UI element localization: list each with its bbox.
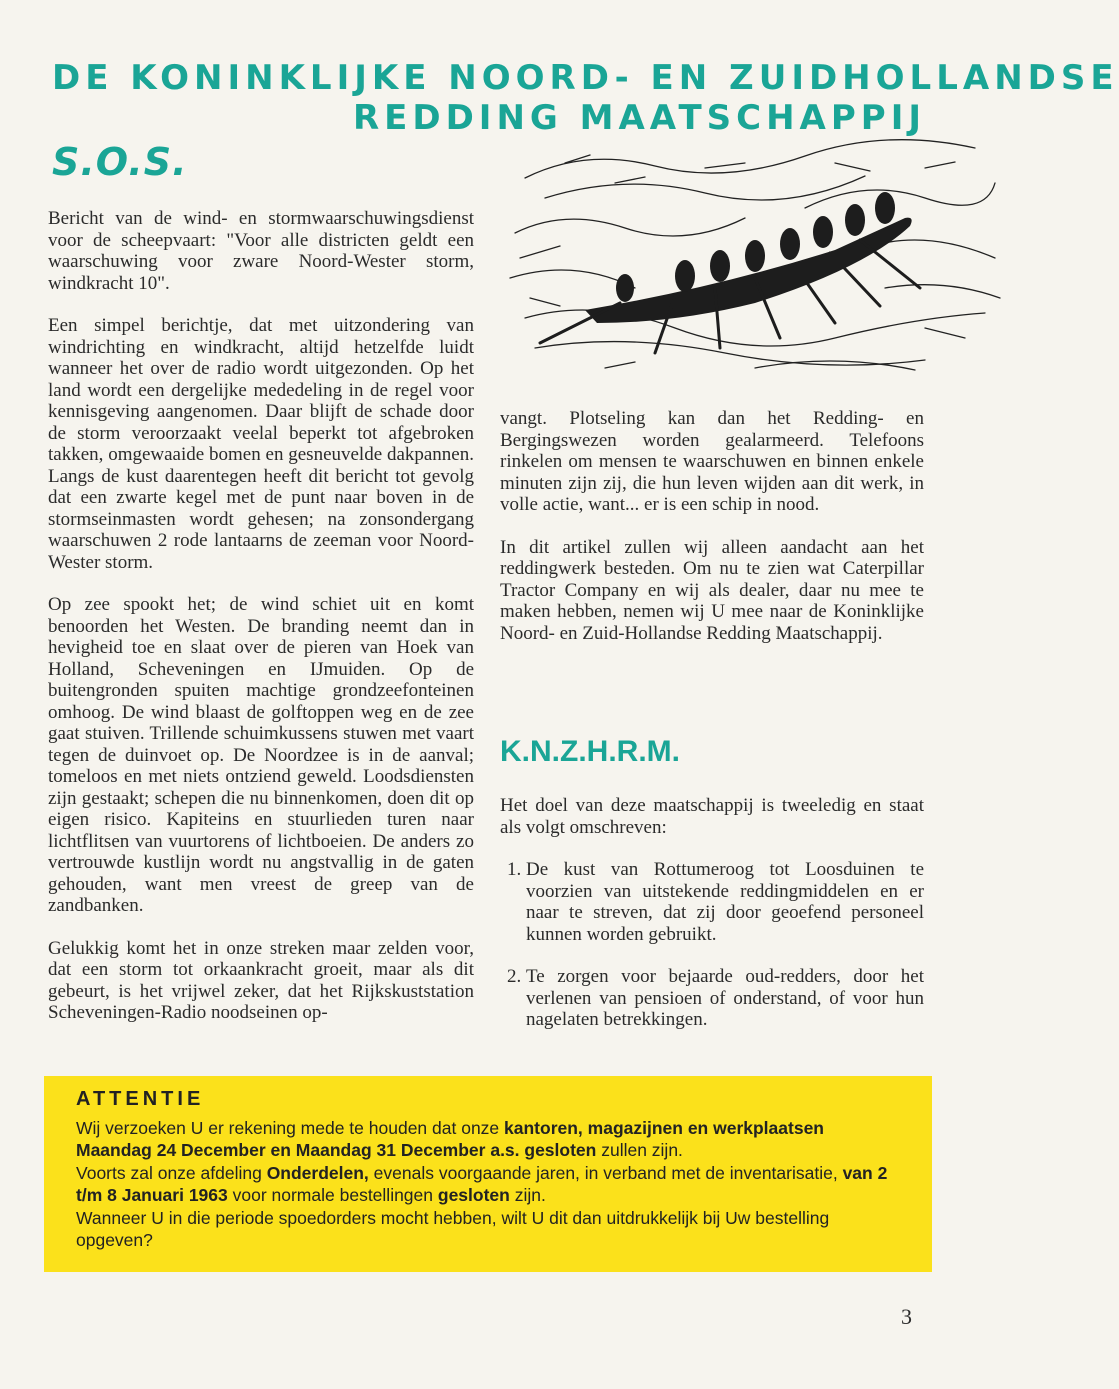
paragraph: Op zee spookt het; de wind schiet uit en komt benoorden het Westen. De branding neemt dan in hevigheid toe en slaat over de pieren van Hoek van Holland, Scheveningen en IJmuiden. Op de buitengronden spuiten machtige grondzeefonteinen omhoog. De wind blaast de golftoppen weg en de zee gaat stuiven. Trillende schuimkussens stuwen met vaart tegen de duinvoet op. De Noordzee is in de aanval; tomeloos en met niets ontziend geweld. Loodsdiensten zijn gestaakt; schepen die nu binnenkomen, doen dit op eigen risico. Kapiteins en stuurlieden turen naar lichtflitsen van vuurtorens of lichtboeien. De anders zo vertrouwde kustlijn wordt nu angstvallig in de gaten gehouden, want men vreest de greep van de zandbanken.: [48, 594, 474, 916]
paragraph: Bericht van de wind- en stormwaarschuwingsdienst voor de scheepvaart: "Voor alle districten geldt een waarschuwing voor zware Noord-Wester storm, windkracht 10".: [48, 208, 474, 294]
attention-notice: [44, 1076, 932, 1272]
page-number: 3: [901, 1304, 912, 1329]
section-heading: K.N.Z.H.R.M.: [500, 735, 680, 768]
left-column: [48, 208, 474, 1045]
paragraph: Gelukkig komt het in onze streken maar zelden voor, dat een storm tot orkaankracht groeit, maar als dit gebeurt, is het vrijwel zeker, dat het Rijkskuststation Scheveningen-Radio noodseinen op-: [48, 937, 474, 1023]
title-line-1: DE KONINKLIJKE NOORD- EN ZUIDHOLLANDSE: [52, 58, 1119, 98]
lifeboat-rowing-illustration: [505, 138, 1000, 378]
title-line-2: REDDING MAATSCHAPPIJ: [352, 98, 926, 138]
right-column-continued: [500, 795, 924, 1052]
intro-paragraph: Het doel van deze maatschappij is tweeledig en staat als volgt omschreven:: [500, 795, 924, 838]
notice-line: Wij verzoeken U er rekening mede te houden dat onze kantoren, magazijnen en werkplaatsen Maandag 24 December en Maandag 31 December a.s. gesloten zullen zijn.: [76, 1117, 824, 1160]
notice-title: ATTENTIE: [76, 1088, 205, 1110]
goals-list: [500, 859, 924, 1031]
list-item: 2. Te zorgen voor bejaarde oud-redders, door het verlenen van pensioen of onderstand, of voor hun nagelaten betrekkingen.: [526, 966, 924, 1031]
sos-heading: S.O.S.: [52, 140, 188, 184]
notice-line: Voorts zal onze afdeling Onderdelen, evenals voorgaande jaren, in verband met de inventarisatie, van 2 t/m 8 Januari 1963 voor normale bestellingen gesloten zijn.: [76, 1162, 888, 1205]
notice-line: Wanneer U in die periode spoedorders mocht hebben, wilt U dit dan uitdrukkelijk bij Uw bestelling opgeven?: [76, 1207, 830, 1250]
paragraph: In dit artikel zullen wij alleen aandacht aan het reddingwerk besteden. Om nu te zien wat Caterpillar Tractor Company en wij als dealer, daar nu mee te maken hebben, nemen wij U mee naar de Koninklijke Noord- en Zuid-Hollandse Redding Maatschappij.: [500, 536, 924, 644]
right-column: [500, 408, 924, 665]
paragraph: vangt. Plotseling kan dan het Redding- en Bergingswezen worden gealarmeerd. Telefoons rinkelen om mensen te waarschuwen en binnen enkele minuten zijn zij, die hun leven wijden aan dit werk, in volle actie, want... er is een schip in nood.: [500, 408, 924, 515]
paragraph: Een simpel berichtje, dat met uitzondering van windrichting en windkracht, altijd hetzelfde luidt wanneer het over de radio wordt uitgezonden. Op het land wordt een dergelijke mededeling in de regel voor kennisgeving aangenomen. Daar blijft de schade door de storm veroorzaakt veelal beperkt tot afgebroken takken, omgewaaide bomen en gesneuvelde dakpannen. Langs de kust daarentegen heeft dit bericht tot gevolg dat een zwarte kegel met de punt naar boven in de stormseinmasten wordt gehesen; na zonsondergang waarschuwen 2 rode lantaarns de zeeman voor Noord-Wester storm.: [48, 315, 474, 573]
list-item: 1. De kust van Rottumeroog tot Loosduinen te voorzien van uitstekende reddingmiddelen en er naar te streven, dat zij door geoefend personeel kunnen worden gebruikt.: [526, 859, 924, 945]
